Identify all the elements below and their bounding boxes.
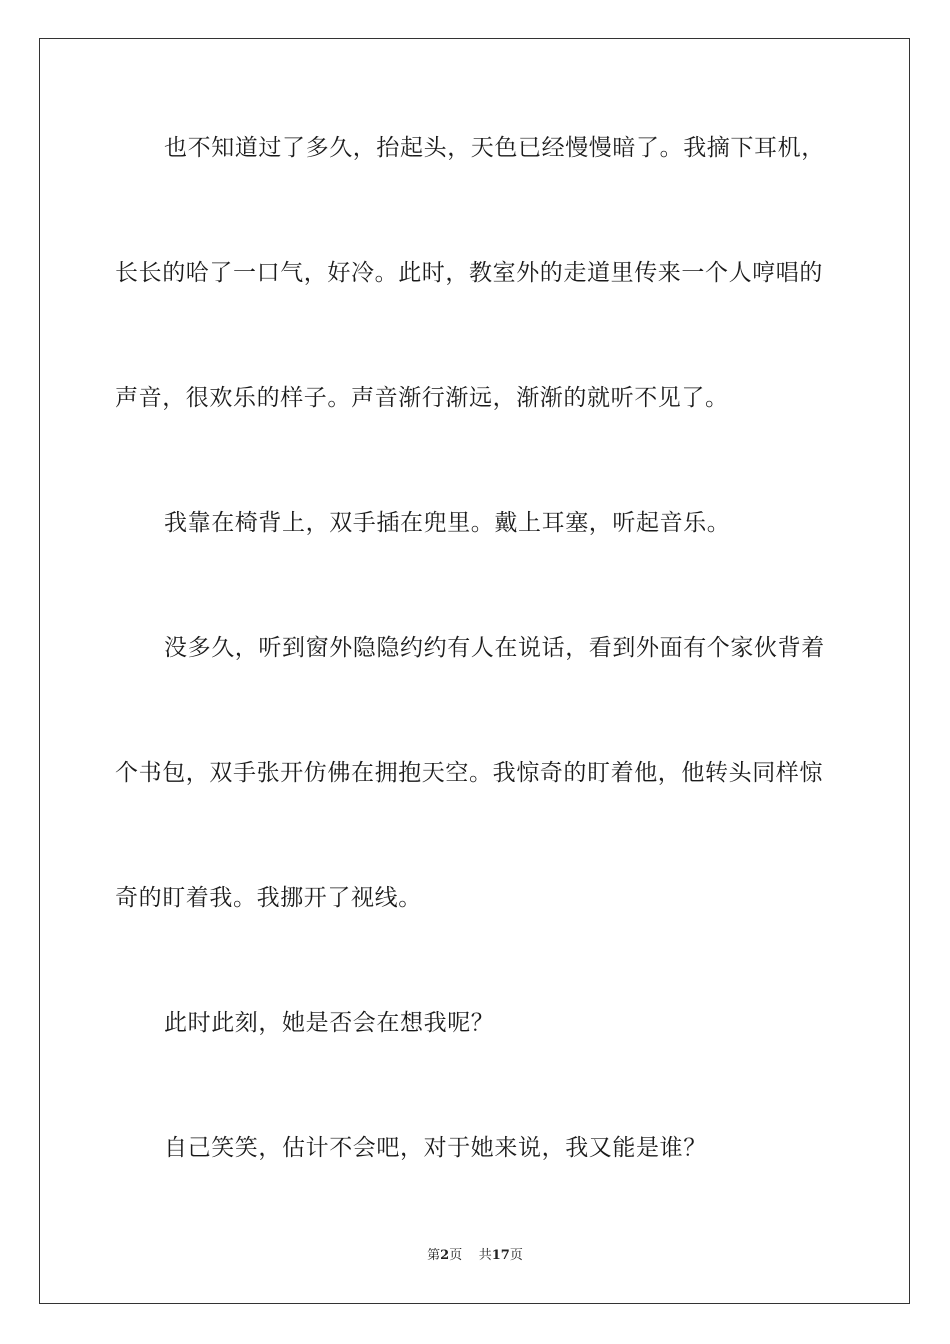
paragraph-5-line-1: 自己笑笑，估计不会吧，对于她来说，我又能是谁？ [164,1135,707,1161]
page-total: 17 [491,1248,510,1263]
paragraph-2-line-1: 我靠在椅背上，双手插在兜里。戴上耳塞，听起音乐。 [164,510,731,536]
paragraph-3-line-2: 个书包，双手张开仿佛在拥抱天空。我惊奇的盯着他，他转头同样惊 [115,760,823,786]
page-prefix: 第 [427,1248,441,1263]
total-suffix: 页 [509,1248,523,1263]
page-number-footer [0,1244,950,1263]
paragraph-3-line-3: 奇的盯着我。我挪开了视线。 [115,885,422,911]
paragraph-3-line-1: 没多久，听到窗外隐隐约约有人在说话，看到外面有个家伙背着 [164,635,825,661]
paragraph-1-line-1: 也不知道过了多久，抬起头，天色已经慢慢暗了。我摘下耳机， [164,135,825,161]
page-suffix: 页 [449,1248,463,1263]
paragraph-1-line-2: 长长的哈了一口气，好冷。此时，教室外的走道里传来一个人哼唱的 [115,260,823,286]
paragraph-1-line-3: 声音，很欢乐的样子。声音渐行渐远，渐渐的就听不见了。 [115,385,729,411]
page-current: 2 [440,1248,450,1263]
paragraph-4-line-1: 此时此刻，她是否会在想我呢？ [164,1010,495,1036]
page-border [39,38,910,1304]
total-prefix: 共 [478,1248,492,1263]
